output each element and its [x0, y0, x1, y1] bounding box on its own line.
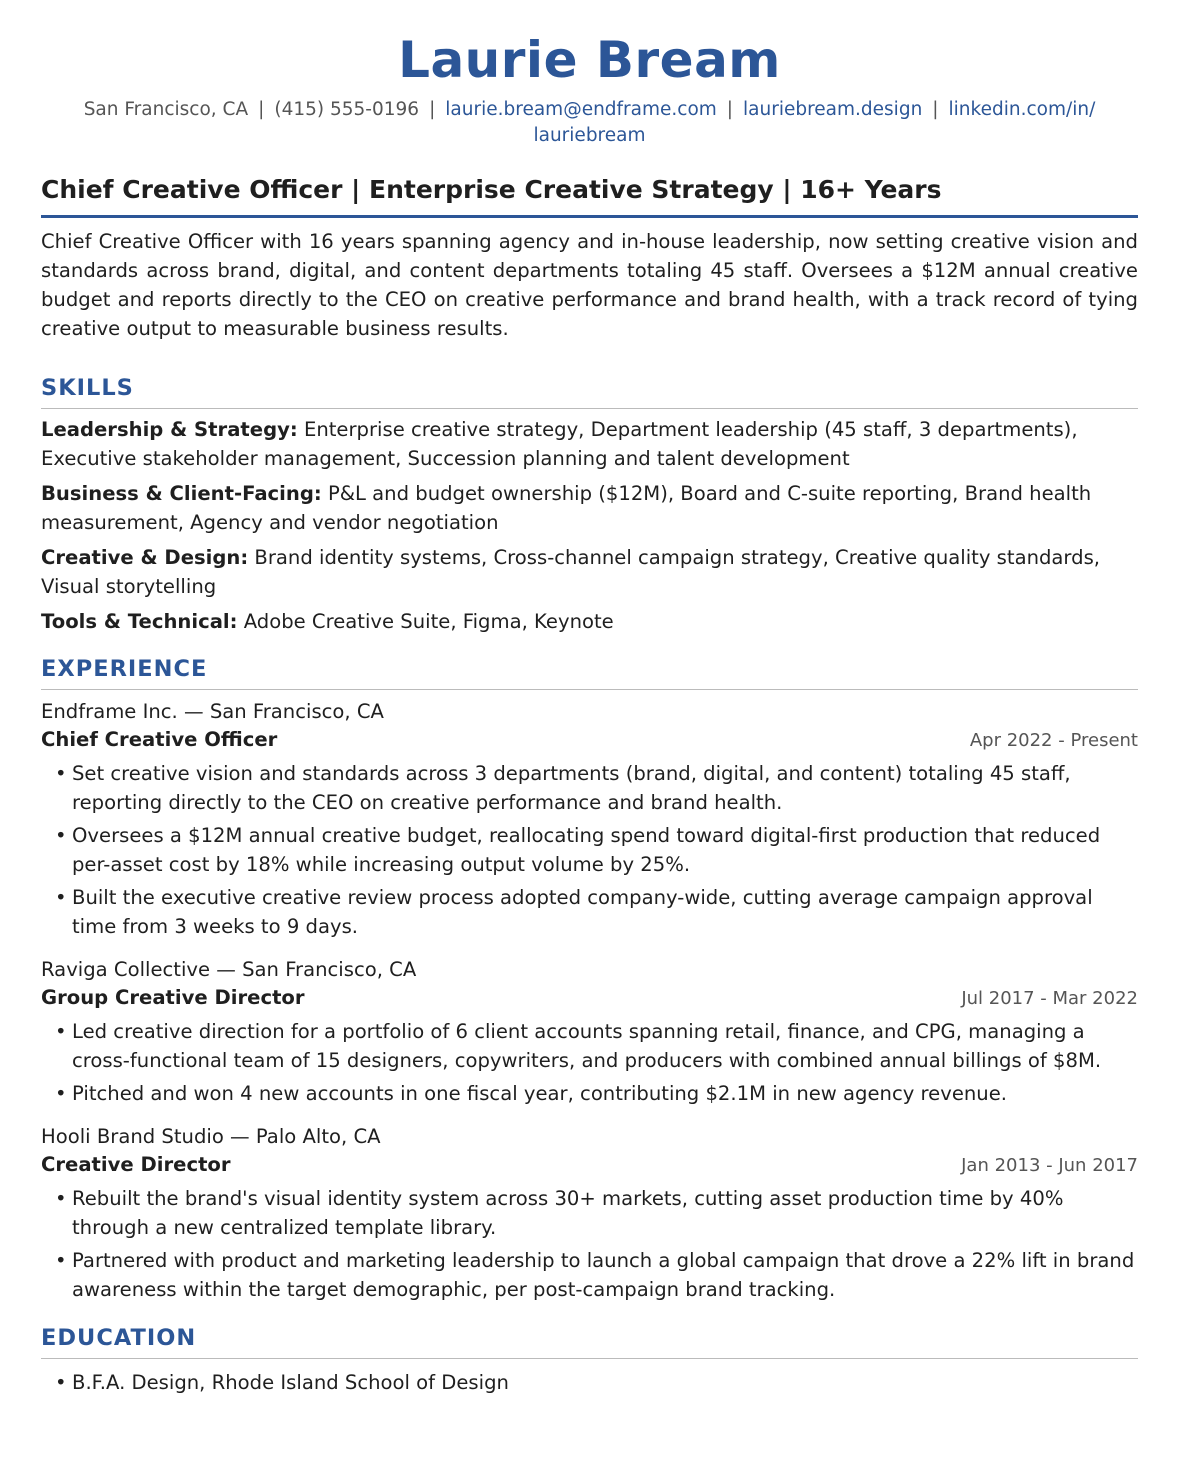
contact-separator: |: [932, 99, 939, 120]
job-company: Raviga Collective — San Francisco, CA: [41, 958, 417, 981]
experience-heading: EXPERIENCE: [41, 655, 1138, 690]
job-entry: [41, 955, 1138, 1108]
job-bullet: • Set creative vision and standards across 3 departments (brand, digital, and content) totaling 45 staff, reporting directly to the CEO on creative performance and brand health.: [41, 759, 1138, 817]
job-dates: Jul 2017 - Mar 2022: [961, 988, 1138, 1009]
job-bullets: [41, 1017, 1138, 1108]
contact-location: San Francisco, CA: [83, 99, 249, 120]
skills-section: [41, 374, 1138, 636]
education-heading: EDUCATION: [41, 1324, 1138, 1359]
job-role-row: [41, 1151, 1138, 1180]
education-item: • B.F.A. Design, Rhode Island School of Design: [41, 1368, 1138, 1397]
skill-line: [41, 415, 1138, 473]
job-company: Endframe Inc. — San Francisco, CA: [41, 700, 384, 723]
job-title: Group Creative Director: [41, 986, 305, 1009]
email-link[interactable]: laurie.bream@endframe.com: [445, 99, 717, 120]
job-bullet: • Partnered with product and marketing leadership to launch a global campaign that drove a 22% lift in brand awareness within the target demographic, per post-campaign brand tracking.: [41, 1246, 1138, 1304]
skill-category: Tools & Technical:: [41, 610, 238, 633]
contact-separator: |: [726, 99, 734, 120]
experience-section: [41, 655, 1138, 1304]
contact-separator: |: [429, 99, 436, 120]
job-bullet: • Led creative direction for a portfolio of 6 client accounts spanning retail, finance, and CPG, managing a cross-functional team of 15 designers, copywriters, and producers with combined annual billings of $8M.: [41, 1017, 1138, 1075]
skill-line: [41, 607, 1138, 636]
skill-line: [41, 543, 1138, 601]
job-entry: [41, 1122, 1138, 1304]
job-title: Chief Creative Officer: [41, 728, 278, 751]
linkedin-link-line1[interactable]: linkedin.com/in/: [948, 99, 1096, 120]
website-link[interactable]: lauriebream.design: [743, 99, 923, 120]
linkedin-link-line2[interactable]: lauriebream: [533, 125, 646, 146]
job-role-row: [41, 726, 1138, 755]
job-title: Creative Director: [41, 1153, 231, 1176]
job-entry: [41, 697, 1138, 941]
job-company: Hooli Brand Studio — Palo Alto, CA: [41, 1125, 381, 1148]
skill-list: Enterprise creative strategy, Department leadership (45 staff, 3 departments), Executive stakeholder management, Succession planning and talent development: [41, 418, 1078, 470]
professional-headline: Chief Creative Officer | Enterprise Creative Strategy | 16+ Years: [41, 174, 1138, 218]
job-bullet: • Rebuilt the brand's visual identity system across 30+ markets, cutting asset production time by 40% through a new centralized template library.: [41, 1184, 1138, 1242]
education-section: [41, 1324, 1138, 1397]
job-dates: Jan 2013 - Jun 2017: [961, 1155, 1138, 1176]
skills-heading: SKILLS: [41, 374, 1138, 409]
contact-separator: |: [258, 99, 265, 120]
job-bullets: [41, 759, 1138, 941]
contact-info: [41, 97, 1138, 149]
skill-line: [41, 479, 1138, 537]
job-bullet: • Built the executive creative review process adopted company-wide, cutting average campaign approval time from 3 weeks to 9 days.: [41, 883, 1138, 941]
job-bullet: • Pitched and won 4 new accounts in one fiscal year, contributing $2.1M in new agency revenue.: [41, 1079, 1138, 1108]
skill-category: Leadership & Strategy:: [41, 418, 298, 441]
education-list: [41, 1368, 1138, 1397]
skill-list: P&L and budget ownership ($12M), Board and C-suite reporting, Brand health measurement, Agency and vendor negotiation: [41, 482, 1092, 534]
skill-category: Creative & Design:: [41, 546, 249, 569]
skill-list: Adobe Creative Suite, Figma, Keynote: [243, 610, 614, 633]
job-dates: Apr 2022 - Present: [969, 730, 1138, 751]
candidate-name: Laurie Bream: [398, 31, 781, 89]
job-role-row: [41, 984, 1138, 1013]
professional-summary: Chief Creative Officer with 16 years spanning agency and in-house leadership, now setting creative vision and standards across brand, digital, and content departments totaling 45 staff. Oversees a $12M annual creative budget and reports directly to the CEO on creative performance and brand health, with a track record of tying creative output to measurable business results.: [41, 230, 1138, 340]
job-bullet: • Oversees a $12M annual creative budget, reallocating spend toward digital-first production that reduced per-asset cost by 18% while increasing output volume by 25%.: [41, 821, 1138, 879]
skill-category: Business & Client-Facing:: [41, 482, 322, 505]
skill-list: Brand identity systems, Cross-channel campaign strategy, Creative quality standards, Visual storytelling: [41, 546, 1101, 598]
contact-phone: (415) 555-0196: [274, 99, 420, 120]
job-bullets: [41, 1184, 1138, 1304]
